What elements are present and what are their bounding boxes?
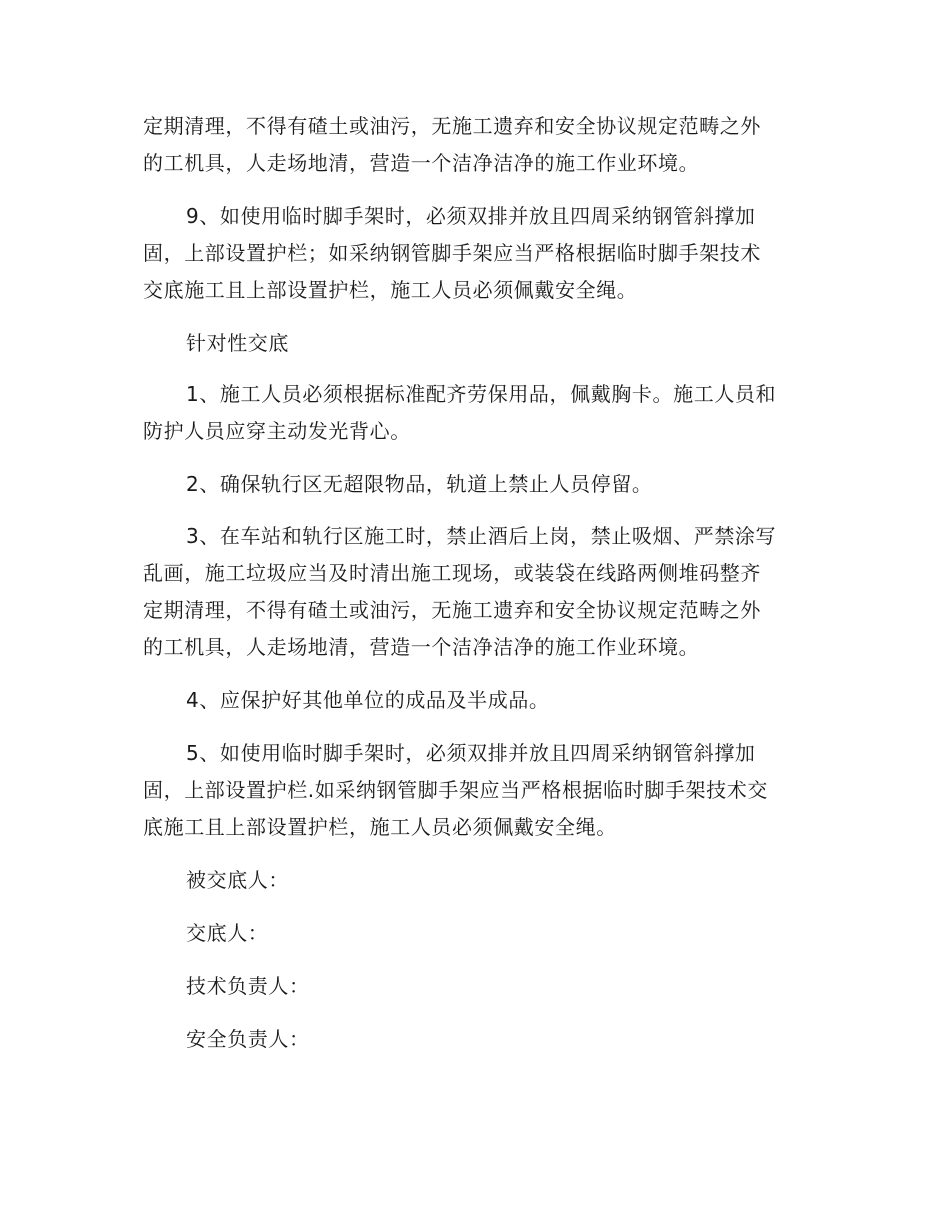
section-heading: 针对性交底	[186, 331, 289, 355]
signature-label: 技术负责人：	[186, 974, 310, 998]
text-line: 定期清理，不得有碴土或油污，无施工遗弃和安全协议规定范畴之外	[143, 114, 761, 138]
text-line: 5、如使用临时脚手架时，必须双排并放且四周采纳钢管斜撑加	[186, 741, 756, 765]
text-line: 乱画，施工垃圾应当及时清出施工现场，或装袋在线路两侧堆码整齐	[143, 561, 761, 585]
text-line: 9、如使用临时脚手架时，必须双排并放且四周采纳钢管斜撑加	[186, 204, 756, 228]
signature-label: 被交底人：	[186, 868, 289, 892]
text-line: 的工机具，人走场地清，营造一个洁净洁净的施工作业环境。	[143, 151, 700, 175]
text-line: 1、施工人员必须根据标准配齐劳保用品，佩戴胸卡。施工人员和	[186, 382, 777, 406]
text-line: 4、应保护好其他单位的成品及半成品。	[186, 688, 550, 712]
text-line: 3、在车站和轨行区施工时，禁止酒后上岗，禁止吸烟、严禁涂写	[186, 524, 777, 548]
text-line: 2、确保轨行区无超限物品，轨道上禁止人员停留。	[186, 472, 653, 496]
signature-label: 交底人：	[186, 921, 269, 945]
text-line: 防护人员应穿主动发光背心。	[143, 419, 411, 443]
text-line: 交底施工且上部设置护栏，施工人员必须佩戴安全绳。	[143, 278, 638, 302]
text-line: 定期清理，不得有碴土或油污，无施工遗弃和安全协议规定范畴之外	[143, 598, 761, 622]
signature-label: 安全负责人：	[186, 1027, 310, 1051]
text-line: 底施工且上部设置护栏，施工人员必须佩戴安全绳。	[143, 815, 617, 839]
text-line: 的工机具，人走场地清，营造一个洁净洁净的施工作业环境。	[143, 635, 700, 659]
text-line: 固，上部设置护栏.如采纳钢管脚手架应当严格根据临时脚手架技术交	[143, 778, 768, 802]
text-line: 固，上部设置护栏；如采纳钢管脚手架应当严格根据临时脚手架技术	[143, 241, 761, 265]
